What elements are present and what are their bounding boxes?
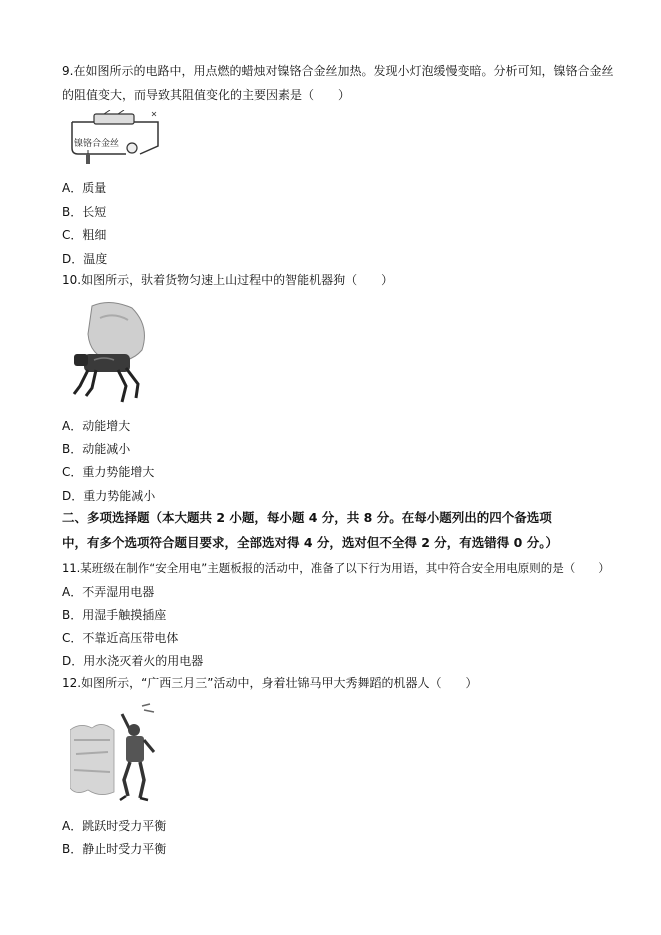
q12-stem: 12.如图所示，“广西三月三”活动中，身着壮锦马甲大秀舞蹈的机器人（ ） xyxy=(62,676,478,690)
circuit-figure-label: 镍铬合金丝 xyxy=(74,139,120,149)
q9-option-a: A．质量 xyxy=(62,181,107,195)
q11-option-d: D．用水浇灭着火的用电器 xyxy=(62,654,204,668)
q10-option-b: B．动能减小 xyxy=(62,442,131,456)
q11-option-a: A．不弄湿用电器 xyxy=(62,585,155,599)
q10-stem: 10.如图所示，驮着货物匀速上山过程中的智能机器狗（ ） xyxy=(62,273,394,287)
q10-option-d: D．重力势能减小 xyxy=(62,489,156,503)
section2-heading-line1: 二、多项选择题（本大题共 2 小题，每小题 4 分，共 8 分。在每小题列出的四个备选项 xyxy=(62,510,552,525)
q11-stem: 11.某班级在制作“安全用电”主题板报的活动中，准备了以下行为用语，其中符合安全用电原则的是（ ） xyxy=(62,561,610,575)
section2-heading-line2: 中，有多个选项符合题目要求，全部选对得 4 分，选对但不全得 2 分，有选错得 0 分。） xyxy=(62,535,558,550)
circuit-figure xyxy=(66,110,168,166)
robot-dog-figure xyxy=(70,298,152,408)
q10-option-c: C．重力势能增大 xyxy=(62,465,155,479)
q9-option-c: C．粗细 xyxy=(62,228,107,242)
robot-dancer-figure xyxy=(70,700,162,808)
q12-option-a: A．跳跃时受力平衡 xyxy=(62,819,167,833)
q9-stem-line2: 的阻值变大，而导致其阻值变化的主要因素是（ ） xyxy=(62,88,351,102)
q10-option-a: A．动能增大 xyxy=(62,419,131,433)
q9-stem-line1: 9.在如图所示的电路中，用点燃的蜡烛对镍铬合金丝加热。发现小灯泡缓慢变暗。分析可知，镍铬合金丝 xyxy=(62,64,614,78)
q9-option-b: B．长短 xyxy=(62,205,107,219)
q11-option-c: C．不靠近高压带电体 xyxy=(62,631,179,645)
q9-option-d: D．温度 xyxy=(62,252,108,266)
q11-option-b: B．用湿手触摸插座 xyxy=(62,608,167,622)
q12-option-b: B．静止时受力平衡 xyxy=(62,842,167,856)
